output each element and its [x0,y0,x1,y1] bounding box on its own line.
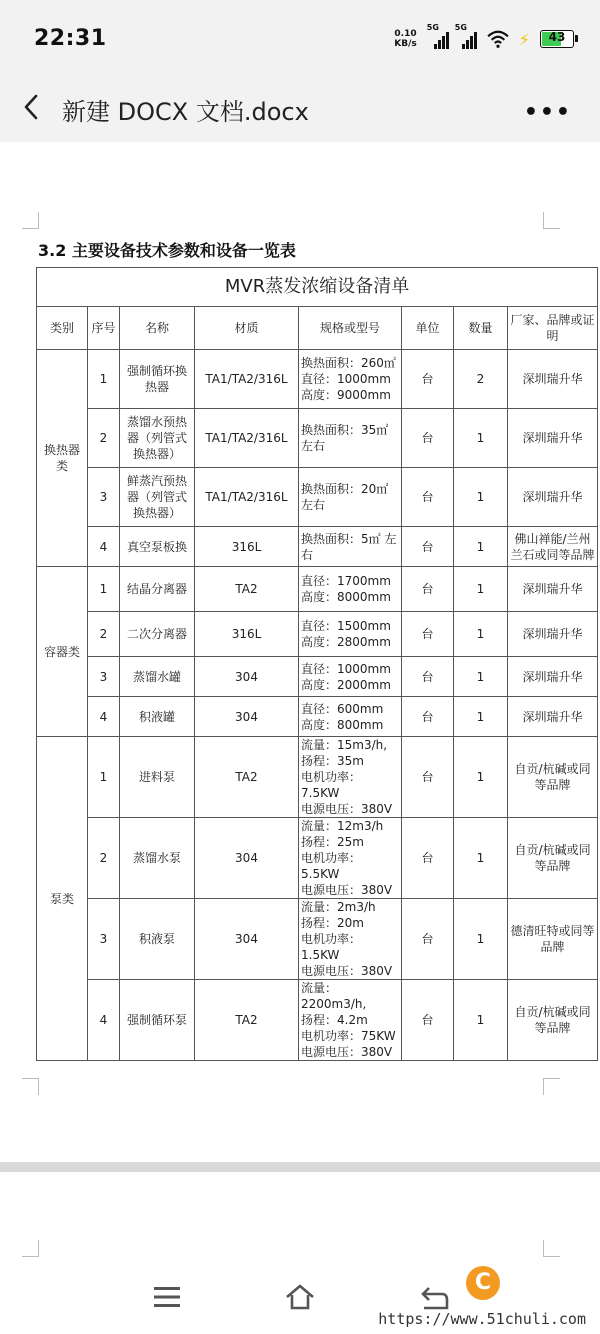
spec-line: 电源电压：380V [301,883,393,897]
spec-line: 扬程：35m [301,754,364,768]
material-cell: 304 [195,697,299,737]
spec-line: 电源电压：380V [301,1045,393,1059]
maker-cell: 深圳瑞升华 [508,567,598,612]
margin-mark [543,1240,560,1257]
network-speed [394,29,416,49]
table-row [37,567,598,612]
row-number-cell: 3 [88,657,120,697]
spec-line: 高度：2800mm [301,635,391,649]
spec-line: 电机功率：1.5KW [301,932,362,962]
material-cell: TA1/TA2/316L [195,350,299,409]
charging-icon: ⚡ [518,29,530,49]
maker-cell: 自贡/杭碱或同等品牌 [508,980,598,1061]
clock: 22:31 [34,26,107,51]
table-body [37,350,598,1061]
table-row [37,818,598,899]
row-number-cell: 4 [88,980,120,1061]
unit-cell: 台 [402,350,454,409]
more-icon[interactable]: ••• [523,100,572,125]
maker-cell: 深圳瑞升华 [508,657,598,697]
spec-line: 换热面积：35㎡左右 [301,423,389,453]
sim2-label: 5G [454,23,467,32]
name-cell: 蒸馏水预热器（列管式换热器） [120,409,195,468]
material-cell: TA1/TA2/316L [195,409,299,468]
table-row [37,657,598,697]
spec-line: 电机功率：75KW [301,1029,396,1043]
document-title: 新建 DOCX 文档.docx [62,98,309,126]
name-cell: 强制循环泵 [120,980,195,1061]
row-number-cell: 2 [88,612,120,657]
spec-line: 高度：800mm [301,717,384,732]
unit-cell: 台 [402,818,454,899]
row-number-cell: 1 [88,567,120,612]
spec-cell [299,409,402,468]
signal-sim1-icon [426,23,449,49]
spec-cell [299,980,402,1061]
unit-cell: 台 [402,409,454,468]
col-header: 类别 [37,307,88,350]
next-page [0,1172,600,1262]
spec-line: 电机功率：5.5KW [301,851,362,881]
quantity-cell: 1 [454,409,508,468]
spec-cell [299,737,402,818]
table-row [37,737,598,818]
material-cell: TA2 [195,567,299,612]
table-row [37,697,598,737]
margin-mark [543,1078,560,1095]
quantity-cell: 1 [454,697,508,737]
spec-line: 流量：12m3/h [301,819,384,833]
quantity-cell: 1 [454,468,508,527]
col-header: 规格或型号 [299,307,402,350]
margin-mark [22,212,39,229]
category-cell: 泵类 [37,737,88,1061]
network-speed-value: 0.10 [394,29,417,39]
row-number-cell: 1 [88,350,120,409]
spec-cell [299,527,402,567]
unit-cell: 台 [402,980,454,1061]
spec-cell [299,612,402,657]
maker-cell: 自贡/杭碱或同等品牌 [508,737,598,818]
material-cell: 304 [195,818,299,899]
material-cell: 304 [195,657,299,697]
material-cell: TA2 [195,980,299,1061]
row-number-cell: 3 [88,468,120,527]
watermark-logo: C [466,1266,500,1300]
spec-cell [299,350,402,409]
quantity-cell: 1 [454,567,508,612]
network-speed-unit: KB/s [394,39,417,49]
spec-line: 电源电压：380V [301,964,393,978]
menu-icon[interactable] [152,1284,182,1310]
spec-cell [299,818,402,899]
spec-line: 扬程：20m [301,916,364,930]
quantity-cell: 1 [454,818,508,899]
name-cell: 强制循环换热器 [120,350,195,409]
quantity-cell: 1 [454,899,508,980]
maker-cell: 深圳瑞升华 [508,697,598,737]
return-icon[interactable] [418,1282,450,1312]
battery-icon [540,30,574,48]
col-header: 厂家、品牌或证明 [508,307,598,350]
spec-cell [299,899,402,980]
spec-cell [299,657,402,697]
spec-cell [299,468,402,527]
spec-cell [299,567,402,612]
margin-mark [22,1240,39,1257]
quantity-cell: 2 [454,350,508,409]
spec-line: 直径：1500mm [301,619,391,633]
unit-cell: 台 [402,612,454,657]
unit-cell: 台 [402,697,454,737]
quantity-cell: 1 [454,737,508,818]
maker-cell: 深圳瑞升华 [508,409,598,468]
row-number-cell: 3 [88,899,120,980]
material-cell: 316L [195,527,299,567]
document-page [0,142,600,1162]
category-cell: 换热器类 [37,350,88,567]
spec-line: 直径：1000mm [301,661,391,676]
margin-mark [22,1078,39,1095]
status-bar [0,0,600,78]
system-nav-bar [0,1262,600,1334]
spec-line: 高度：8000mm [301,590,391,604]
quantity-cell: 1 [454,980,508,1061]
col-header: 材质 [195,307,299,350]
name-cell: 真空泵板换 [120,527,195,567]
maker-cell: 深圳瑞升华 [508,612,598,657]
quantity-cell: 1 [454,657,508,697]
spec-line: 流量：15m3/h, [301,738,388,752]
col-header: 名称 [120,307,195,350]
table-row [37,350,598,409]
name-cell: 结晶分离器 [120,567,195,612]
col-header: 单位 [402,307,454,350]
spec-line: 扬程：25m [301,835,364,849]
table-row [37,527,598,567]
equipment-table [36,267,598,1061]
col-header: 数量 [454,307,508,350]
table-header-row [37,307,598,350]
name-cell: 二次分离器 [120,612,195,657]
spec-line: 高度：2000mm [301,677,391,692]
battery-level: 43 [548,30,566,44]
table-row [37,612,598,657]
unit-cell: 台 [402,468,454,527]
material-cell: TA1/TA2/316L [195,468,299,527]
col-header: 序号 [88,307,120,350]
row-number-cell: 1 [88,737,120,818]
home-icon[interactable] [284,1282,316,1312]
signal-sim2-icon [454,23,477,49]
sim1-label: 5G [426,23,439,32]
spec-cell [299,697,402,737]
name-cell: 进料泵 [120,737,195,818]
category-cell: 容器类 [37,567,88,737]
name-cell: 积液泵 [120,899,195,980]
name-cell: 鲜蒸汽预热器（列管式换热器） [120,468,195,527]
maker-cell: 深圳瑞升华 [508,350,598,409]
spec-line: 流量：2m3/h [301,900,376,914]
unit-cell: 台 [402,899,454,980]
maker-cell: 德清旺特或同等品牌 [508,899,598,980]
spec-line: 电机功率：7.5KW [301,770,362,800]
spec-line: 流量：2200m3/h, [301,981,367,1011]
spec-line: 电源电压：380V [301,802,393,816]
name-cell: 蒸馏水泵 [120,818,195,899]
material-cell: 304 [195,899,299,980]
back-arrow-icon[interactable] [18,92,46,122]
row-number-cell: 4 [88,527,120,567]
table-row [37,409,598,468]
table-row [37,468,598,527]
section-title: 3.2 主要设备技术参数和设备一览表 [38,241,296,260]
material-cell: 316L [195,612,299,657]
row-number-cell: 4 [88,697,120,737]
app-header [0,78,600,140]
wifi-icon [487,30,509,48]
unit-cell: 台 [402,527,454,567]
quantity-cell: 1 [454,527,508,567]
table-row [37,980,598,1061]
row-number-cell: 2 [88,409,120,468]
material-cell: TA2 [195,737,299,818]
spec-line: 换热面积：20㎡左右 [301,482,389,512]
spec-line: 换热面积：260㎡ [301,356,396,370]
quantity-cell: 1 [454,612,508,657]
unit-cell: 台 [402,657,454,697]
spec-line: 高度：9000mm [301,388,391,402]
unit-cell: 台 [402,737,454,818]
page-separator [0,1162,600,1172]
table-row [37,899,598,980]
maker-cell: 佛山禅能/兰州兰石或同等品牌 [508,527,598,567]
spec-line: 换热面积：5㎡ 左右 [301,531,397,562]
name-cell: 积液罐 [120,697,195,737]
spec-line: 扬程：4.2m [301,1013,368,1027]
name-cell: 蒸馏水罐 [120,657,195,697]
spec-line: 直径：1000mm [301,372,391,386]
watermark-url: https://www.51chuli.com [378,1310,586,1328]
unit-cell: 台 [402,567,454,612]
table-caption: MVR蒸发浓缩设备清单 [37,268,598,307]
row-number-cell: 2 [88,818,120,899]
margin-mark [543,212,560,229]
spec-line: 直径：1700mm [301,574,391,588]
status-icons [394,24,574,54]
maker-cell: 深圳瑞升华 [508,468,598,527]
spec-line: 直径：600mm [301,701,384,716]
maker-cell: 自贡/杭碱或同等品牌 [508,818,598,899]
